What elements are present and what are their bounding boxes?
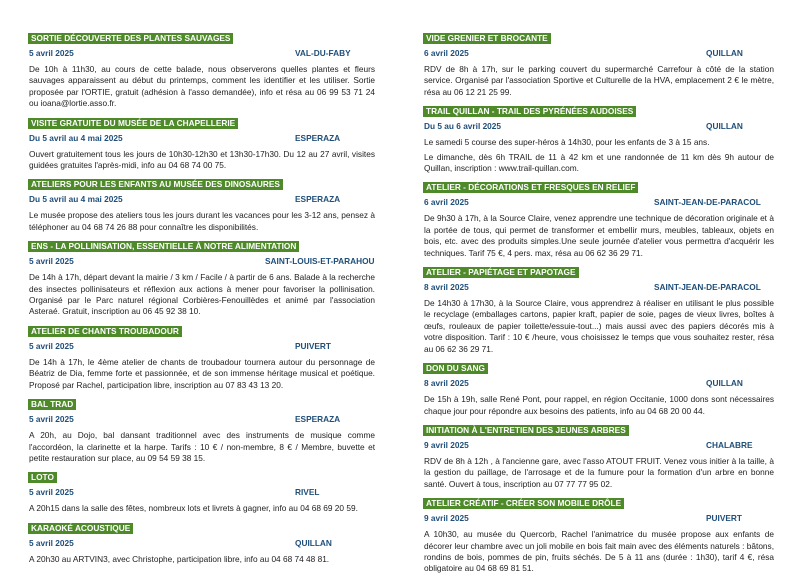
event-ateliers-dinosaures [29,174,375,233]
event-meta [29,538,375,549]
event-date: 5 avril 2025 [29,487,74,498]
event-pollinisation [29,236,375,318]
event-description: De 15h à 19h, salle René Pont, pour rappel, en région Occitanie, 1000 dons sont nécessaires chaque jour pour répondre aux besoins des patients, info au 04 68 20 00 44. [424,394,774,416]
event-karaoke [29,518,375,565]
event-place: QUILLAN [706,378,743,389]
event-description: Ouvert gratuitement tous les jours de 10h30-12h30 et 13h30-17h30. Du 12 au 27 avril, visites guidées gratuites l'après-midi, info au 04 68 74 00 75. [29,148,375,171]
event-title: VISITE GRATUITE DU MUSÉE DE LA CHAPELLERIE [28,118,238,129]
event-title: SORTIE DÉCOUVERTE DES PLANTES SAUVAGES [28,33,233,44]
event-date: 5 avril 2025 [29,48,74,58]
event-meta [424,48,774,59]
event-title: ATELIER - DÉCORATIONS ET FRESQUES EN RELIEF [423,182,638,193]
event-date: 5 avril 2025 [29,340,74,351]
event-date: 5 avril 2025 [29,537,74,548]
event-description: De 14h à 17h, départ devant la mairie / 3 km / Facile / à partir de 6 ans. Balade à la recherche des insectes pollinisateurs et réflexion aux actions à mener pour favoriser la pollinisation. Organisé par le Parc naturel régional Corbières-Fenouillèdes et animé par l'association Asteraé. Gratuit, inscription au 06 45 92 38 10. [29,272,375,317]
event-title: ENS - LA POLLINISATION, ESSENTIELLE À NOTRE ALIMENTATION [28,241,299,252]
event-title: VIDE GRENIER ET BROCANTE [423,33,551,44]
event-meta [424,197,774,208]
event-meta [29,414,375,425]
event-vide-grenier [424,28,774,98]
event-papietage [424,262,774,355]
event-place: QUILLAN [706,121,743,132]
event-place: CHALABRE [706,439,753,450]
event-description: A 10h30, au musée du Quercorb, Rachel l'animatrice du musée propose aux enfants de décorer leur chambre avec un joli mobile en bois fait main avec des éléments naturels : bâtons, rondins de bois, pommes de pin, fruits séchés. De 5 à 11 ans (durée : 1h30), tarif 4 €, résa obligatoire au 04 68 69 81 51. [424,529,774,574]
event-description: RDV de 8h à 12h , à l'ancienne gare, avec l'asso ATOUT FRUIT. Venez vous initier à la taille, à la gestion du paillage, de l'arrosage et de la fumure pour la formation d'un arbre en bonne santé. Ouvert à tous, inscription au 07 77 77 95 02. [424,455,774,489]
event-place: SAINT-JEAN-DE-PARACOL [654,282,761,293]
event-date: 8 avril 2025 [424,282,469,293]
event-meta [424,378,774,389]
event-date: 6 avril 2025 [424,197,469,208]
event-trail-quillan [424,101,774,174]
event-description: Le dimanche, dès 6h TRAIL de 11 à 42 km et une randonnée de 11 km dès 9h autour de Quillan, inscription : www.trail-quillan.com. [424,151,774,174]
event-meta [29,194,375,205]
event-date: 6 avril 2025 [424,48,469,58]
event-place: QUILLAN [706,48,743,58]
event-musee-chapellerie [29,113,375,172]
event-description: A 20h, au Dojo, bal dansant traditionnel avec des instruments de musique comme l'accordéon, la clarinette et la harpe. Tarifs : 10 € / non-membre, 8 € / Membre, buvette et petite restauration sur place, au 09 54 59 38 15. [29,430,375,463]
event-meta [29,487,375,498]
event-place: SAINT-LOUIS-ET-PARAHOU [265,256,375,267]
event-meta [424,282,774,293]
event-jeunes-arbres [424,420,774,490]
event-meta [29,133,375,144]
event-place: PUIVERT [295,340,331,351]
event-meta [424,513,774,524]
event-place: RIVEL [295,487,320,498]
event-place: QUILLAN [295,537,332,548]
event-description: De 9h30 à 17h, à la Source Claire, venez apprendre une technique de décoration originale et à la portée de tous, qui permet de transformer et embellir murs, meubles, tableaux, objets en bois, etc. avec des produits simples.Une seule journée d'atelier vous permettra d'acquérir les techniques. Tarif 75 €, 4 pers. max, résa au 06 62 36 29 71. [424,213,774,258]
event-date: Du 5 au 6 avril 2025 [424,121,502,132]
event-title: ATELIER DE CHANTS TROUBADOUR [28,326,182,337]
event-plantes-sauvages [29,28,375,110]
event-meta [29,256,375,267]
event-title: LOTO [28,472,57,483]
event-don-du-sang [424,358,774,417]
event-date: 5 avril 2025 [29,414,74,425]
event-title: ATELIER CRÉATIF - CRÉER SON MOBILE DRÔLE [423,498,624,509]
event-title: TRAIL QUILLAN - TRAIL DES PYRÉNÉES AUDOISES [423,106,636,117]
event-title: ATELIER - PAPIÉTAGE ET PAPOTAGE [423,267,579,278]
event-description: De 14h à 17h, le 4ème atelier de chants de troubadour tournera autour du personnage de Béatriz de Dia, femme forte et passionnée, et de son immense héritage musical et poétique. Proposé par Rachel, participation libre, inscription au 07 83 43 13 20. [29,356,375,390]
event-date: Du 5 avril au 4 mai 2025 [29,194,123,205]
event-description: Le musée propose des ateliers tous les jours durant les vacances pour les 3-12 ans, pensez à téléphoner au 04 68 74 26 88 pour connaître les disponibilités. [29,210,375,232]
event-place: SAINT-JEAN-DE-PARACOL [654,197,761,208]
event-meta [29,48,375,59]
event-place: ESPERAZA [295,194,341,205]
left-column [29,28,375,568]
event-description: A 20h15 dans la salle des fêtes, nombreux lots et livrets à gagner, info au 04 68 69 20 59. [29,503,358,514]
event-loto [29,467,375,514]
event-meta [424,121,774,132]
event-meta [29,341,375,352]
event-meta [424,440,774,451]
event-place: PUIVERT [706,513,742,524]
right-column [424,28,774,578]
event-title: ATELIERS POUR LES ENFANTS AU MUSÉE DES DINOSAURES [28,179,283,190]
event-date: 8 avril 2025 [424,378,469,389]
event-date: 9 avril 2025 [424,513,469,524]
event-place: ESPERAZA [295,132,341,143]
event-title: BAL TRAD [28,399,76,410]
event-title: KARAOKÉ ACOUSTIQUE [28,523,133,534]
event-place: VAL-DU-FABY [295,48,351,58]
event-description: Le samedi 5 course des super-héros à 14h30, pour les enfants de 3 à 15 ans. [424,137,710,148]
event-description: RDV de 8h à 17h, sur le parking couvert du supermarché Carrefour à côté de la station service. Organisé par l'association Sportive et Culturelle de la HVA, emplacement 2 € le mètre, résa au 06 12 21 25 99. [424,64,774,97]
event-place: ESPERAZA [295,414,341,425]
event-date: 5 avril 2025 [29,256,74,267]
event-title: INITIATION À L'ENTRETIEN DES JEUNES ARBRES [423,425,629,436]
event-description: De 10h à 11h30, au cours de cette balade, nous observerons quelles plantes et fleurs sauvages apparaissent au début du printemps, comment les identifier et les utiliser. Sortie proposée par l'ORTIE, gratuit (adhésion à l'asso demandée), info et résa au 06 99 53 71 24 ou ioana@lortie.asso.fr. [29,64,375,109]
event-description: A 20h30 au ARTVIN3, avec Christophe, participation libre, info au 04 68 74 48 81. [29,553,330,564]
event-mobile-drole [424,493,774,575]
event-bal-trad [29,394,375,464]
event-title: DON DU SANG [423,363,488,374]
event-decorations-fresques [424,177,774,259]
event-chants-troubadour [29,321,375,391]
event-date: Du 5 avril au 4 mai 2025 [29,132,123,143]
event-description: De 14h30 à 17h30, à la Source Claire, vous apprendrez à réaliser en utilisant le plus possible le recyclage (emballages cartons, papier kraft, papier de soie, pages de vieux livres, boîtes à œufs, rouleaux de papier toilette/essuie-tout...) mais aussi avec des papiers décorés mis à votre disposition. Tarif : 10 € /heure, vous choisissez le temps que vous souhaitez rester, résa au 06 62 36 29 71. [424,298,774,354]
event-date: 9 avril 2025 [424,439,469,450]
